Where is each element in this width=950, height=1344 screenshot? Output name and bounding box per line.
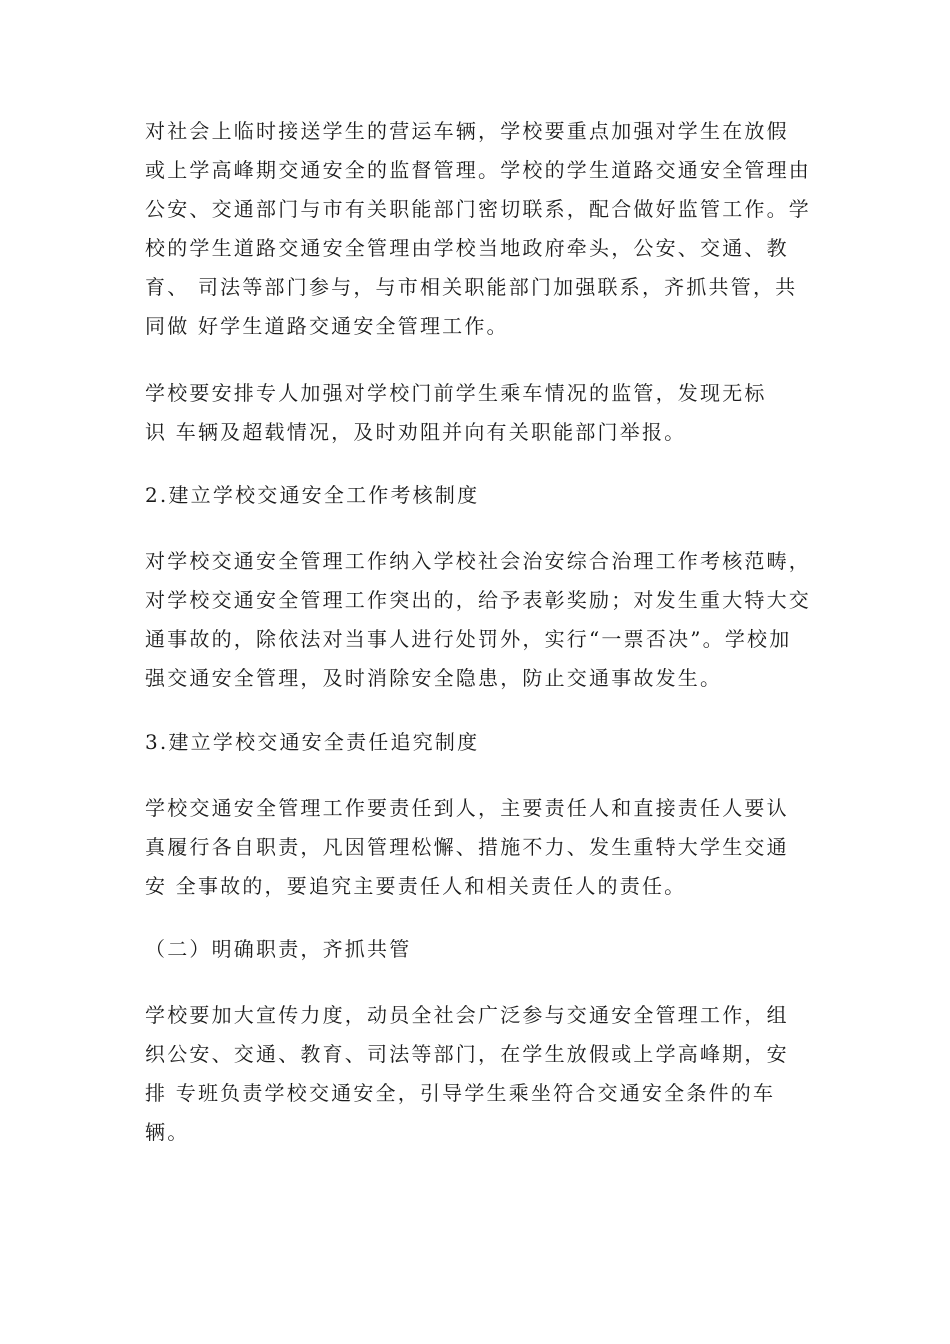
paragraph-5-line-1: 学校要加大宣传力度，动员全社会广泛参与交通安全管理工作，组 [145,1003,789,1027]
paragraph-1-line-3: 公安、交通部门与市有关职能部门密切联系，配合做好监管工作。学 [145,197,811,221]
paragraph-3-line-1: 对学校交通安全管理工作纳入学校社会治安综合治理工作考核范畴， [145,549,811,573]
paragraph-1-line-6: 同做 好学生道路交通安全管理工作。 [145,314,509,338]
paragraph-3-line-4: 强交通安全管理，及时消除安全隐患，防止交通事故发生。 [145,666,723,690]
paragraph-1-line-1: 对社会上临时接送学生的营运车辆，学校要重点加强对学生在放假 [145,119,789,143]
paragraph-4-line-2: 真履行各自职责，凡因管理松懈、措施不力、发生重特大学生交通 [145,835,789,859]
section-heading-4: （二）明确职责，齐抓共管 [145,937,412,961]
paragraph-5-line-3: 排 专班负责学校交通安全，引导学生乘坐符合交通安全条件的车 [145,1081,776,1105]
paragraph-2-line-1: 学校要安排专人加强对学校门前学生乘车情况的监管，发现无标 [145,381,767,405]
paragraph-5-line-4: 辆。 [145,1120,190,1144]
paragraph-4-line-3: 安 全事故的，要追究主要责任人和相关责任人的责任。 [145,874,687,898]
paragraph-1-line-2: 或上学高峰期交通安全的监督管理。学校的学生道路交通安全管理由 [145,158,811,182]
paragraph-1-line-5: 育、 司法等部门参与，与市相关职能部门加强联系，齐抓共管，共 [145,275,798,299]
section-heading-2: 2.建立学校交通安全工作考核制度 [145,483,480,507]
section-heading-3: 3.建立学校交通安全责任追究制度 [145,730,480,754]
paragraph-3-line-2: 对学校交通安全管理工作突出的，给予表彰奖励；对发生重大特大交 [145,588,811,612]
paragraph-3-line-3: 通事故的，除依法对当事人进行处罚外，实行“一票否决”。学校加 [145,627,792,651]
paragraph-4-line-1: 学校交通安全管理工作要责任到人，主要责任人和直接责任人要认 [145,796,789,820]
paragraph-2-line-2: 识 车辆及超载情况，及时劝阻并向有关职能部门举报。 [145,420,687,444]
paragraph-5-line-2: 织公安、交通、教育、司法等部门，在学生放假或上学高峰期，安 [145,1042,789,1066]
paragraph-1-line-4: 校的学生道路交通安全管理由学校当地政府牵头，公安、交通、教 [145,236,789,260]
